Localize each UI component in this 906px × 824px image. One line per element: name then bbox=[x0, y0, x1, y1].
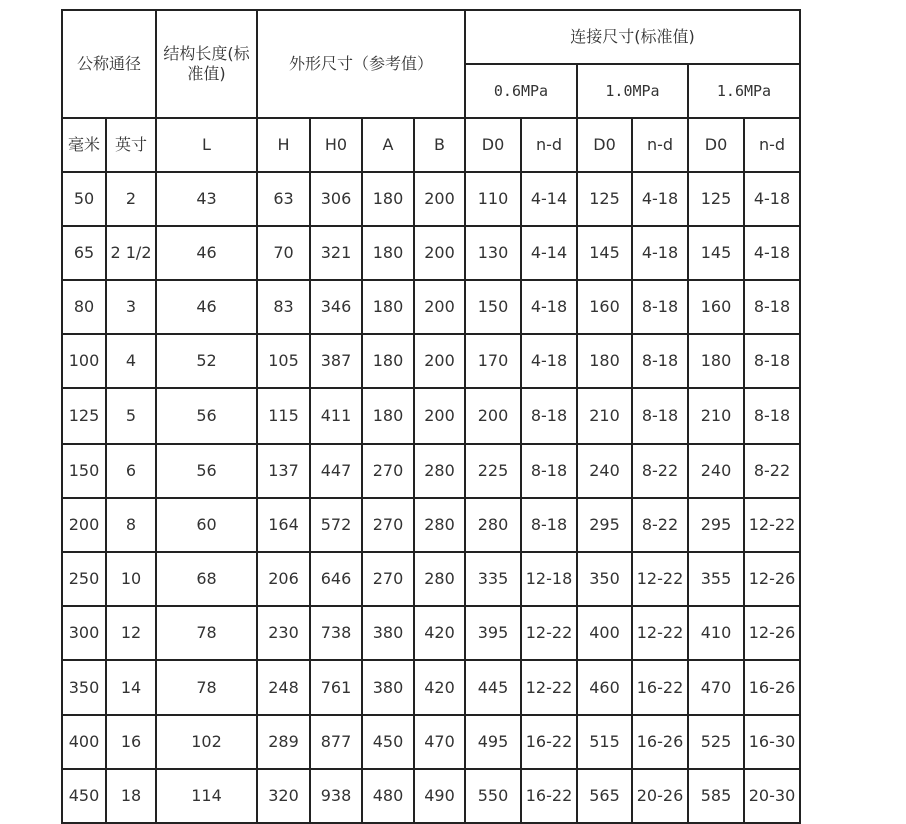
cell-d0-0-6: 495 bbox=[465, 715, 521, 769]
cell-b: 420 bbox=[414, 606, 465, 660]
subheader-mm: 毫米 bbox=[62, 118, 106, 172]
cell-h: 230 bbox=[257, 606, 310, 660]
cell-d0-1-6: 525 bbox=[688, 715, 744, 769]
cell-nd-0-6: 4-18 bbox=[521, 334, 577, 388]
cell-d0-1-6: 180 bbox=[688, 334, 744, 388]
cell-b: 200 bbox=[414, 226, 465, 280]
cell-mm: 400 bbox=[62, 715, 106, 769]
cell-nd-1-6: 8-18 bbox=[744, 334, 800, 388]
cell-h: 70 bbox=[257, 226, 310, 280]
cell-a: 380 bbox=[362, 660, 414, 715]
subheader-nd-0-6: n-d bbox=[521, 118, 577, 172]
cell-d0-0-6: 130 bbox=[465, 226, 521, 280]
cell-d0-1-0: 180 bbox=[577, 334, 632, 388]
cell-h: 206 bbox=[257, 552, 310, 606]
cell-d0-1-0: 565 bbox=[577, 769, 632, 823]
cell-nd-1-0: 12-22 bbox=[632, 606, 688, 660]
cell-d0-1-0: 125 bbox=[577, 172, 632, 226]
cell-d0-1-6: 210 bbox=[688, 388, 744, 444]
cell-l: 102 bbox=[156, 715, 257, 769]
cell-d0-0-6: 335 bbox=[465, 552, 521, 606]
subheader-d0-0-6: D0 bbox=[465, 118, 521, 172]
table-row bbox=[62, 388, 800, 444]
cell-mm: 50 bbox=[62, 172, 106, 226]
cell-b: 200 bbox=[414, 334, 465, 388]
subheader-row bbox=[62, 118, 800, 172]
subheader-inch: 英寸 bbox=[106, 118, 156, 172]
subheader-nd-1-6: n-d bbox=[744, 118, 800, 172]
table-row bbox=[62, 498, 800, 552]
cell-a: 180 bbox=[362, 226, 414, 280]
cell-nd-0-6: 12-22 bbox=[521, 660, 577, 715]
cell-h0: 877 bbox=[310, 715, 362, 769]
cell-nd-0-6: 4-14 bbox=[521, 226, 577, 280]
cell-d0-1-6: 295 bbox=[688, 498, 744, 552]
subheader-a: A bbox=[362, 118, 414, 172]
cell-nd-1-6: 8-18 bbox=[744, 280, 800, 334]
cell-a: 180 bbox=[362, 172, 414, 226]
cell-l: 46 bbox=[156, 226, 257, 280]
cell-d0-0-6: 550 bbox=[465, 769, 521, 823]
cell-l: 56 bbox=[156, 388, 257, 444]
cell-b: 200 bbox=[414, 172, 465, 226]
subheader-b: B bbox=[414, 118, 465, 172]
cell-mm: 200 bbox=[62, 498, 106, 552]
cell-h0: 411 bbox=[310, 388, 362, 444]
subheader-d0-1-0: D0 bbox=[577, 118, 632, 172]
cell-l: 56 bbox=[156, 444, 257, 498]
cell-b: 470 bbox=[414, 715, 465, 769]
cell-l: 46 bbox=[156, 280, 257, 334]
cell-nd-1-0: 8-18 bbox=[632, 334, 688, 388]
cell-inch: 2 bbox=[106, 172, 156, 226]
cell-inch: 18 bbox=[106, 769, 156, 823]
subheader-l: L bbox=[156, 118, 257, 172]
cell-d0-1-6: 410 bbox=[688, 606, 744, 660]
cell-mm: 100 bbox=[62, 334, 106, 388]
cell-nd-1-6: 4-18 bbox=[744, 226, 800, 280]
cell-d0-1-6: 585 bbox=[688, 769, 744, 823]
cell-nd-1-0: 16-22 bbox=[632, 660, 688, 715]
cell-h: 105 bbox=[257, 334, 310, 388]
cell-d0-1-6: 145 bbox=[688, 226, 744, 280]
cell-h0: 761 bbox=[310, 660, 362, 715]
header-connection-dimensions: 连接尺寸(标准值) bbox=[465, 10, 800, 64]
cell-d0-1-6: 355 bbox=[688, 552, 744, 606]
cell-d0-1-0: 160 bbox=[577, 280, 632, 334]
subheader-d0-1-6: D0 bbox=[688, 118, 744, 172]
cell-d0-0-6: 200 bbox=[465, 388, 521, 444]
cell-mm: 250 bbox=[62, 552, 106, 606]
table-row bbox=[62, 606, 800, 660]
cell-mm: 300 bbox=[62, 606, 106, 660]
cell-nd-0-6: 16-22 bbox=[521, 715, 577, 769]
cell-nd-1-6: 20-30 bbox=[744, 769, 800, 823]
cell-nd-1-6: 12-26 bbox=[744, 606, 800, 660]
cell-a: 380 bbox=[362, 606, 414, 660]
cell-nd-1-0: 20-26 bbox=[632, 769, 688, 823]
cell-b: 200 bbox=[414, 280, 465, 334]
cell-nd-1-0: 8-22 bbox=[632, 498, 688, 552]
cell-nd-1-6: 12-22 bbox=[744, 498, 800, 552]
cell-d0-1-6: 470 bbox=[688, 660, 744, 715]
cell-nd-1-0: 4-18 bbox=[632, 226, 688, 280]
cell-inch: 6 bbox=[106, 444, 156, 498]
cell-nd-0-6: 8-18 bbox=[521, 498, 577, 552]
table-row bbox=[62, 334, 800, 388]
cell-h: 115 bbox=[257, 388, 310, 444]
cell-nd-1-0: 8-18 bbox=[632, 388, 688, 444]
cell-d0-0-6: 280 bbox=[465, 498, 521, 552]
cell-d0-1-0: 145 bbox=[577, 226, 632, 280]
cell-d0-1-0: 460 bbox=[577, 660, 632, 715]
cell-h0: 346 bbox=[310, 280, 362, 334]
cell-d0-1-0: 210 bbox=[577, 388, 632, 444]
cell-a: 270 bbox=[362, 552, 414, 606]
cell-b: 280 bbox=[414, 444, 465, 498]
subheader-h0: H0 bbox=[310, 118, 362, 172]
cell-l: 78 bbox=[156, 606, 257, 660]
cell-nd-1-6: 16-30 bbox=[744, 715, 800, 769]
cell-nd-1-6: 8-18 bbox=[744, 388, 800, 444]
table-row bbox=[62, 226, 800, 280]
cell-nd-0-6: 4-18 bbox=[521, 280, 577, 334]
cell-nd-0-6: 16-22 bbox=[521, 769, 577, 823]
cell-d0-1-0: 400 bbox=[577, 606, 632, 660]
cell-a: 180 bbox=[362, 334, 414, 388]
cell-a: 450 bbox=[362, 715, 414, 769]
cell-d0-1-6: 160 bbox=[688, 280, 744, 334]
header-pressure-1-0: 1.0MPa bbox=[577, 64, 688, 118]
cell-d0-0-6: 225 bbox=[465, 444, 521, 498]
cell-b: 200 bbox=[414, 388, 465, 444]
cell-a: 180 bbox=[362, 280, 414, 334]
cell-nd-1-6: 12-26 bbox=[744, 552, 800, 606]
cell-b: 280 bbox=[414, 552, 465, 606]
cell-b: 490 bbox=[414, 769, 465, 823]
cell-nd-1-0: 8-18 bbox=[632, 280, 688, 334]
cell-a: 270 bbox=[362, 498, 414, 552]
cell-mm: 65 bbox=[62, 226, 106, 280]
cell-inch: 3 bbox=[106, 280, 156, 334]
cell-h: 63 bbox=[257, 172, 310, 226]
subheader-nd-1-0: n-d bbox=[632, 118, 688, 172]
cell-d0-1-6: 125 bbox=[688, 172, 744, 226]
cell-nd-1-6: 16-26 bbox=[744, 660, 800, 715]
cell-h0: 321 bbox=[310, 226, 362, 280]
header-face-to-face-length: 结构长度(标准值) bbox=[156, 10, 257, 118]
cell-nd-0-6: 8-18 bbox=[521, 444, 577, 498]
cell-d0-0-6: 445 bbox=[465, 660, 521, 715]
header-overall-dimensions: 外形尺寸（参考值） bbox=[257, 10, 465, 118]
cell-mm: 150 bbox=[62, 444, 106, 498]
cell-nd-1-6: 4-18 bbox=[744, 172, 800, 226]
table-row bbox=[62, 715, 800, 769]
subheader-h: H bbox=[257, 118, 310, 172]
cell-mm: 450 bbox=[62, 769, 106, 823]
cell-inch: 16 bbox=[106, 715, 156, 769]
table-row bbox=[62, 769, 800, 823]
cell-inch: 4 bbox=[106, 334, 156, 388]
cell-a: 270 bbox=[362, 444, 414, 498]
cell-inch: 2 1/2 bbox=[106, 226, 156, 280]
cell-h0: 646 bbox=[310, 552, 362, 606]
cell-mm: 80 bbox=[62, 280, 106, 334]
cell-h: 137 bbox=[257, 444, 310, 498]
cell-nd-0-6: 12-18 bbox=[521, 552, 577, 606]
cell-d0-1-6: 240 bbox=[688, 444, 744, 498]
cell-a: 480 bbox=[362, 769, 414, 823]
cell-a: 180 bbox=[362, 388, 414, 444]
cell-h0: 738 bbox=[310, 606, 362, 660]
cell-b: 280 bbox=[414, 498, 465, 552]
cell-nd-0-6: 12-22 bbox=[521, 606, 577, 660]
cell-d0-1-0: 350 bbox=[577, 552, 632, 606]
cell-inch: 10 bbox=[106, 552, 156, 606]
cell-d0-1-0: 295 bbox=[577, 498, 632, 552]
cell-inch: 14 bbox=[106, 660, 156, 715]
header-pressure-1-6: 1.6MPa bbox=[688, 64, 800, 118]
cell-mm: 125 bbox=[62, 388, 106, 444]
cell-b: 420 bbox=[414, 660, 465, 715]
table-row bbox=[62, 660, 800, 715]
cell-nd-1-0: 16-26 bbox=[632, 715, 688, 769]
cell-h0: 306 bbox=[310, 172, 362, 226]
cell-nd-1-6: 8-22 bbox=[744, 444, 800, 498]
cell-nd-1-0: 8-22 bbox=[632, 444, 688, 498]
cell-h: 248 bbox=[257, 660, 310, 715]
cell-nd-0-6: 8-18 bbox=[521, 388, 577, 444]
cell-h: 320 bbox=[257, 769, 310, 823]
header-nominal-size: 公称通径 bbox=[62, 10, 156, 118]
cell-l: 114 bbox=[156, 769, 257, 823]
table-row bbox=[62, 280, 800, 334]
cell-mm: 350 bbox=[62, 660, 106, 715]
header-pressure-0-6: 0.6MPa bbox=[465, 64, 577, 118]
table-row bbox=[62, 172, 800, 226]
cell-nd-1-0: 12-22 bbox=[632, 552, 688, 606]
cell-l: 78 bbox=[156, 660, 257, 715]
cell-l: 43 bbox=[156, 172, 257, 226]
cell-d0-0-6: 150 bbox=[465, 280, 521, 334]
valve-dimension-table bbox=[61, 9, 801, 824]
cell-d0-0-6: 395 bbox=[465, 606, 521, 660]
cell-d0-0-6: 170 bbox=[465, 334, 521, 388]
cell-h: 83 bbox=[257, 280, 310, 334]
cell-h0: 938 bbox=[310, 769, 362, 823]
cell-inch: 5 bbox=[106, 388, 156, 444]
cell-h0: 572 bbox=[310, 498, 362, 552]
cell-h: 164 bbox=[257, 498, 310, 552]
cell-h: 289 bbox=[257, 715, 310, 769]
cell-inch: 12 bbox=[106, 606, 156, 660]
table-row bbox=[62, 444, 800, 498]
cell-h0: 447 bbox=[310, 444, 362, 498]
cell-l: 68 bbox=[156, 552, 257, 606]
cell-nd-0-6: 4-14 bbox=[521, 172, 577, 226]
cell-l: 52 bbox=[156, 334, 257, 388]
cell-nd-1-0: 4-18 bbox=[632, 172, 688, 226]
cell-d0-1-0: 240 bbox=[577, 444, 632, 498]
table-row bbox=[62, 552, 800, 606]
cell-d0-0-6: 110 bbox=[465, 172, 521, 226]
cell-d0-1-0: 515 bbox=[577, 715, 632, 769]
cell-l: 60 bbox=[156, 498, 257, 552]
cell-inch: 8 bbox=[106, 498, 156, 552]
cell-h0: 387 bbox=[310, 334, 362, 388]
